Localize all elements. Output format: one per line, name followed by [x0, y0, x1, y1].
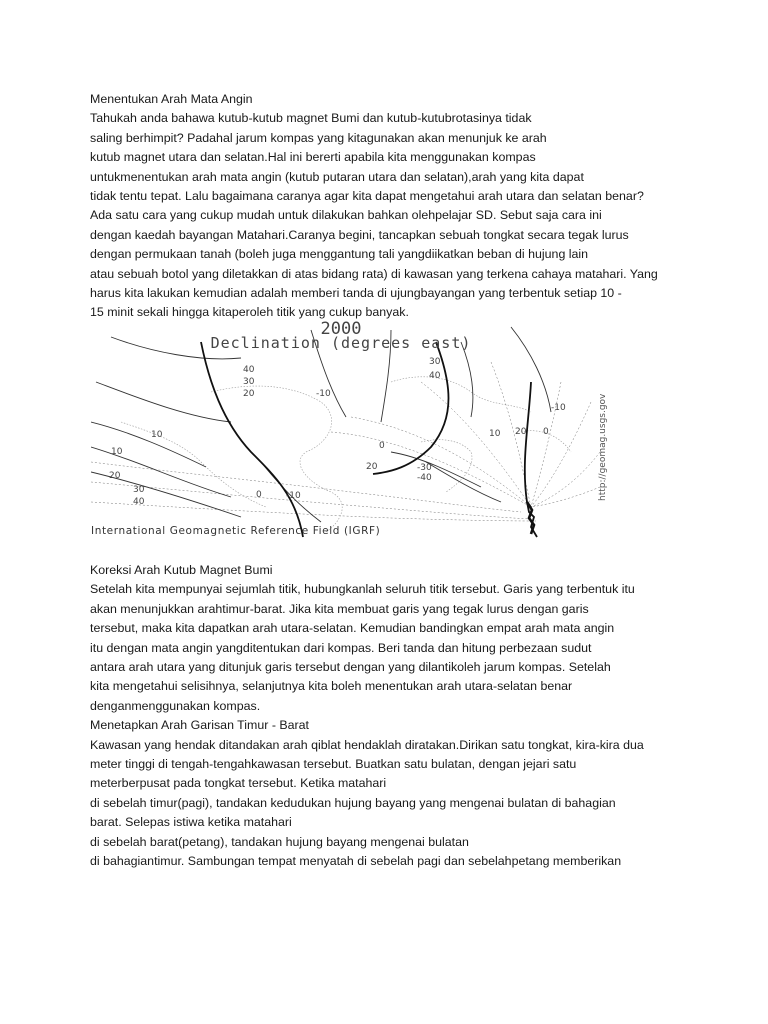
contour-label: 20: [515, 427, 527, 437]
paragraph-line: itu dengan mata angin yangditentukan dari kompas. Beri tanda dan hitung perbezaan sudut: [90, 640, 592, 655]
section-correction-and-east-west: [90, 561, 690, 872]
contour-label: 40: [429, 371, 441, 381]
paragraph-line: di sebelah timur(pagi), tandakan kedudukan hujung bayang yang mengenai bulatan di bahagian: [90, 795, 616, 810]
paragraph-line: kutub magnet utara dan selatan.Hal ini bererti apabila kita menggunakan kompas: [90, 150, 536, 165]
declination-map-figure: [91, 319, 608, 544]
paragraph-line: meterberpusat pada tongkat tersebut. Ketika matahari: [90, 776, 387, 791]
coastline-dotted: [121, 377, 571, 532]
contour-label: 0: [256, 490, 262, 500]
section-title: Menentukan Arah Mata Angin: [90, 92, 253, 106]
contour-label: 10: [111, 447, 123, 457]
paragraph-line: akan menunjukkan arahtimur-barat. Jika kita membuat garis yang tegak lurus dengan garis: [90, 601, 589, 616]
section-title: Menetapkan Arah Garisan Timur - Barat: [90, 718, 310, 733]
contour-label: 30: [429, 357, 441, 367]
contour-label: 10: [489, 429, 501, 439]
paragraph-line: kita mengetahui selisihnya, selanjutnya kita boleh menentukan arah utara-selatan benar: [90, 679, 573, 694]
paragraph-line: barat. Selepas istiwa ketika matahari: [90, 815, 292, 830]
contour-label: -10: [286, 491, 301, 501]
paragraph-line: meter tinggi di tengah-tengahkawasan tersebut. Buatkan satu bulatan, dengan jejari satu: [90, 757, 577, 772]
paragraph-line: di bahagiantimur. Sambungan tempat menyatah di sebelah pagi dan sebelahpetang memberikan: [90, 854, 622, 869]
contour-label: 0: [543, 427, 549, 437]
paragraph-line: Tahukah anda bahawa kutub-kutub magnet Bumi dan kutub-kutubrotasinya tidak: [90, 111, 532, 126]
paragraph-line: Kawasan yang hendak ditandakan arah qiblat hendaklah diratakan.Dirikan satu tongkat, kira-kira dua: [90, 737, 644, 752]
contours-major: [91, 327, 551, 522]
contour-label: 40: [243, 365, 255, 375]
figure-subtitle: Declination (degrees east): [210, 334, 472, 352]
contour-label: -10: [316, 389, 331, 399]
paragraph-line: tidak tentu tepat. Lalu bagaimana caranya agar kita dapat mengetahui arah utara dan selatan benar?: [90, 189, 644, 204]
contour-label: -10: [551, 403, 566, 413]
figure-source-url: http://geomag.usgs.gov: [598, 393, 608, 501]
section-title: Koreksi Arah Kutub Magnet Bumi: [90, 563, 273, 577]
paragraph-line: saling berhimpit? Padahal jarum kompas yang kitagunakan akan menunjuk ke arah: [90, 130, 547, 145]
paragraph-line: denganmenggunakan kompas.: [90, 698, 261, 713]
paragraph-line: Ada satu cara yang cukup mudah untuk dilakukan bahkan olehpelajar SD. Sebut saja cara ini: [90, 208, 602, 223]
paragraph-line: atau sebuah botol yang diletakkan di atas bidang rata) di kawasan yang terkena cahaya matahari. Yang: [90, 266, 658, 281]
paragraph-line: dengan permukaan tanah (boleh juga menggantung tali yangdiikatkan beban di hujung lain: [90, 247, 589, 262]
contour-label: -40: [417, 473, 432, 483]
contour-label: 10: [151, 430, 163, 440]
contour-label: -30: [417, 463, 432, 473]
paragraph-line: 15 minit sekali hingga kitaperoleh titik yang cukup banyak.: [90, 305, 409, 320]
figure-year: 2000: [320, 319, 362, 339]
paragraph-line: harus kita lakukan kemudian adalah memberi tanda di ujungbayangan yang terbentuk setiap 10 -: [90, 286, 622, 301]
paragraph-line: Setelah kita mempunyai sejumlah titik, hubungkanlah seluruh titik tersebut. Garis yang terbentuk itu: [90, 582, 635, 597]
paragraph-line: di sebelah barat(petang), tandakan hujung bayang mengenai bulatan: [90, 834, 469, 849]
contour-label: 0: [379, 441, 385, 451]
figure-caption: International Geomagnetic Reference Field (IGRF): [91, 525, 381, 537]
contour-label: 20: [366, 462, 378, 472]
declination-contour-map: [91, 322, 600, 544]
paragraph-line: antara arah utara yang ditunjuk garis tersebut dengan yang dilantikoleh jarum kompas. Setelah: [90, 660, 611, 675]
contour-labels: [109, 357, 566, 507]
contour-label: 20: [109, 471, 121, 481]
section-shadow-method: [90, 90, 690, 323]
paragraph-line: untukmenentukan arah mata angin (kutub putaran utara dan selatan),arah yang kita dapat: [90, 169, 584, 184]
contours-minor: [91, 362, 600, 521]
paragraph-line: tersebut, maka kita dapatkan arah utara-selatan. Kemudian bandingkan empat arah mata angin: [90, 621, 615, 636]
paragraph-line: dengan kaedah bayangan Matahari.Caranya begini, tancapkan sebuah tongkat secara tegak lurus: [90, 227, 629, 242]
contour-label: 20: [243, 389, 255, 399]
contour-label: 30: [243, 377, 255, 387]
contour-label: 30: [133, 485, 145, 495]
contour-label: 40: [133, 497, 145, 507]
